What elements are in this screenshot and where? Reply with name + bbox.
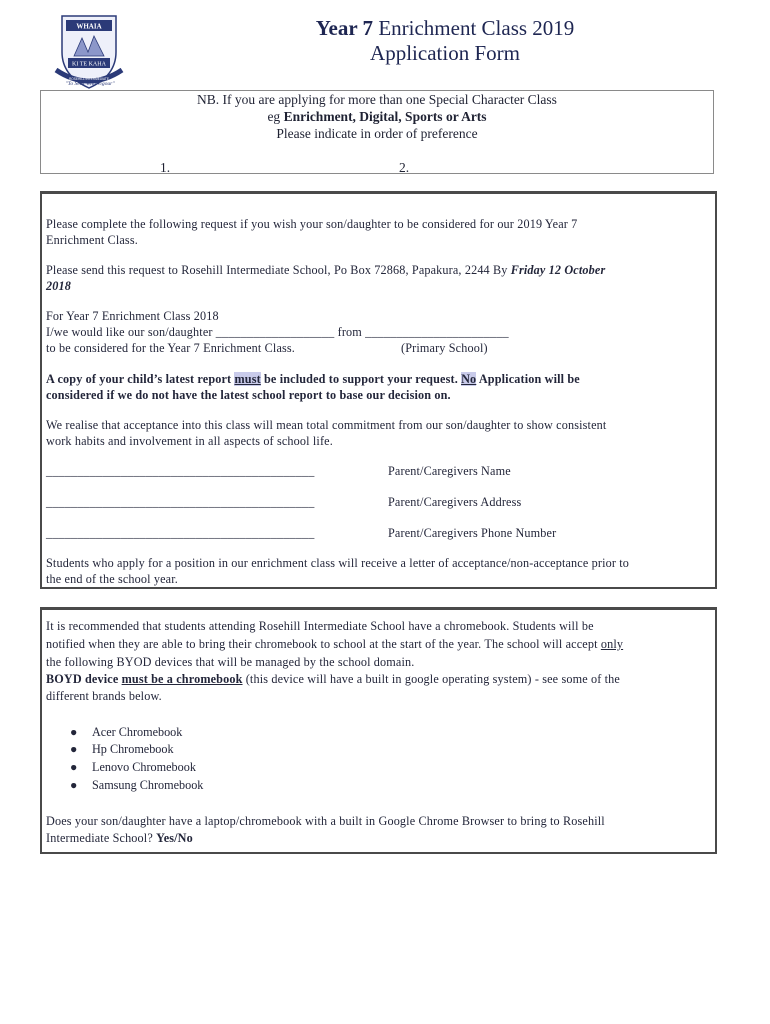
form-subtitle: Application Form [370,41,520,65]
instruction-line-1: Please complete the following request if you wish your son/daughter to be considered for our 2019 Year 7 [46,217,578,231]
chromebook-line-2: notified when they are able to bring their chromebook to school at the start of the year. The school will accept only [46,637,624,651]
send-request-line-1: Please send this request to Rosehill Intermediate School, Po Box 72868, Papakura, 2244 By Friday 12 October [46,263,606,277]
list-item: ● Samsung Chromebook [70,778,204,792]
list-item: ● Hp Chromebook [70,742,174,756]
son-daughter-from-field[interactable]: I/we would like our son/daughter ___________________ from _______________________ [46,325,509,339]
chromebook-line-1: It is recommended that students attending Rosehill Intermediate School have a chromebook. Students will be [46,619,594,633]
consideration-line: to be considered for the Year 7 Enrichment Class. (Primary School) [46,341,488,355]
laptop-question-line-1: Does your son/daughter have a laptop/chromebook with a built in Google Chrome Browser to bring to Rosehill [46,814,605,828]
acceptance-notice-line-1: Students who apply for a position in our enrichment class will receive a letter of acceptance/non-acceptance prior to [46,556,630,570]
svg-text:WHAIA: WHAIA [76,22,102,31]
laptop-question-line-2[interactable]: Intermediate School? Yes/No [46,831,193,845]
preference-1[interactable]: 1. [160,160,171,175]
nb-line-1: NB. If you are applying for more than one Special Character Class [197,92,557,107]
parent-name-field[interactable]: ___________________________________________ Parent/Caregivers Name [46,464,511,478]
preference-2[interactable]: 2. [399,160,410,175]
preference-notice-box [40,90,714,174]
school-motto: "To Seek With Vigour" [65,81,115,87]
nb-line-3: Please indicate in order of preference [276,126,478,141]
class-heading: For Year 7 Enrichment Class 2018 [46,309,219,323]
commitment-line-2: work habits and involvement in all aspects of school life. [46,434,333,448]
report-requirement-line-2: considered if we do not have the latest school report to base our decision on. [46,388,451,402]
bullet-icon: ● [70,725,78,739]
svg-text:KI TE KAHA: KI TE KAHA [72,61,106,68]
list-item: ● Lenovo Chromebook [70,760,196,774]
form-title: Year 7 Enrichment Class 2019 [315,16,575,40]
parent-phone-field[interactable]: ___________________________________________ Parent/Caregivers Phone Number [46,526,557,540]
commitment-line-1: We realise that acceptance into this class will mean total commitment from our son/daughter to show consistent [46,418,607,432]
bullet-icon: ● [70,760,78,774]
chromebook-line-3: the following BYOD devices that will be managed by the school domain. [46,655,415,669]
bullet-icon: ● [70,778,78,792]
svg-text:ROSEHILL INTERMEDIATE: ROSEHILL INTERMEDIATE [68,77,110,81]
send-request-line-2: 2018 [46,279,71,293]
report-requirement-line-1: A copy of your child’s latest report must be included to support your request. No Application will be [46,372,580,386]
byod-requirement-line-2: different brands below. [46,689,162,703]
parent-address-field[interactable]: ___________________________________________ Parent/Caregivers Address [46,495,522,509]
school-crest-logo [52,12,126,92]
bullet-icon: ● [70,742,78,756]
nb-line-2: eg Enrichment, Digital, Sports or Arts [267,109,487,124]
list-item: ● Acer Chromebook [70,725,183,739]
byod-requirement-line-1: BOYD device must be a chromebook (this device will have a built in google operating system) - see some of the [46,672,620,686]
instruction-line-2: Enrichment Class. [46,233,138,247]
acceptance-notice-line-2: the end of the school year. [46,572,178,586]
